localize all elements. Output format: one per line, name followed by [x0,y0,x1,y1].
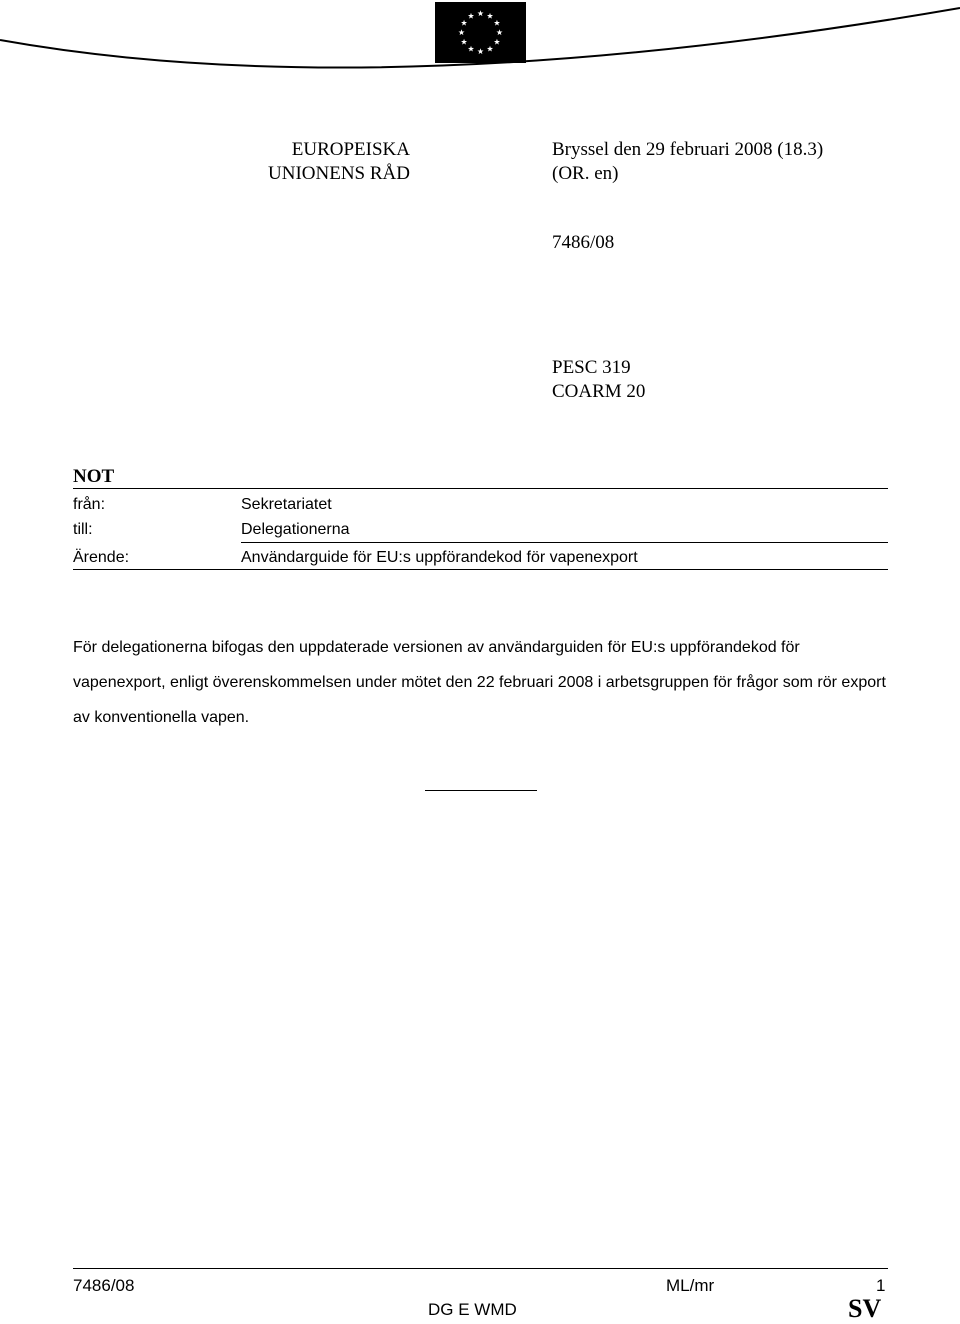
footer-language: SV [848,1294,882,1323]
eu-flag-icon [435,2,526,63]
note-title: NOT [73,466,115,487]
organisation-name [240,138,410,186]
org-line-2: UNIONENS RÅD [268,163,410,184]
subject-value: Användarguide för EU:s uppförandekod för vapenexport [241,549,638,566]
original-language: (OR. en) [552,163,619,184]
to-value: Delegationerna [241,521,350,538]
date-block [552,138,932,186]
flag-star [487,13,493,19]
subject-label: Ärende: [73,549,130,566]
flag-star [477,48,483,54]
flag-star [468,46,474,52]
flag-star [461,20,467,26]
flag-star [496,29,502,35]
date-line: Bryssel den 29 februari 2008 (18.3) [552,139,824,160]
note-top-rule [73,488,888,489]
subject-rule [73,569,888,570]
to-label: till: [73,521,93,538]
code-coarm: COARM 20 [552,381,646,402]
to-rule [241,542,888,543]
flag-star [487,46,493,52]
classification-codes [552,356,645,404]
code-pesc: PESC 319 [552,357,631,378]
flag-star [494,20,500,26]
body-paragraph: För delegationerna bifogas den uppdaterade versionen av användarguiden för EU:s uppförandekod för vapenexport, enligt överenskommelsen under mötet den 22 februari 2008 i arbetsgruppen för frågor som rör export av konventionella vapen. [73,639,886,726]
flag-star [477,10,483,16]
from-label: från: [73,496,106,513]
from-value: Sekretariatet [241,496,332,513]
footer-dg: DG E WMD [428,1300,517,1319]
end-rule [425,790,537,791]
footer-initials: ML/mr [666,1276,715,1295]
flag-star [458,29,464,35]
footer-rule [73,1268,888,1269]
flag-star [494,39,500,45]
document-number: 7486/08 [552,232,615,253]
footer-page-number: 1 [876,1276,886,1295]
footer-doc-number: 7486/08 [73,1276,135,1295]
flag-star [461,39,467,45]
flag-star [468,13,474,19]
org-line-1: EUROPEISKA [291,139,410,160]
